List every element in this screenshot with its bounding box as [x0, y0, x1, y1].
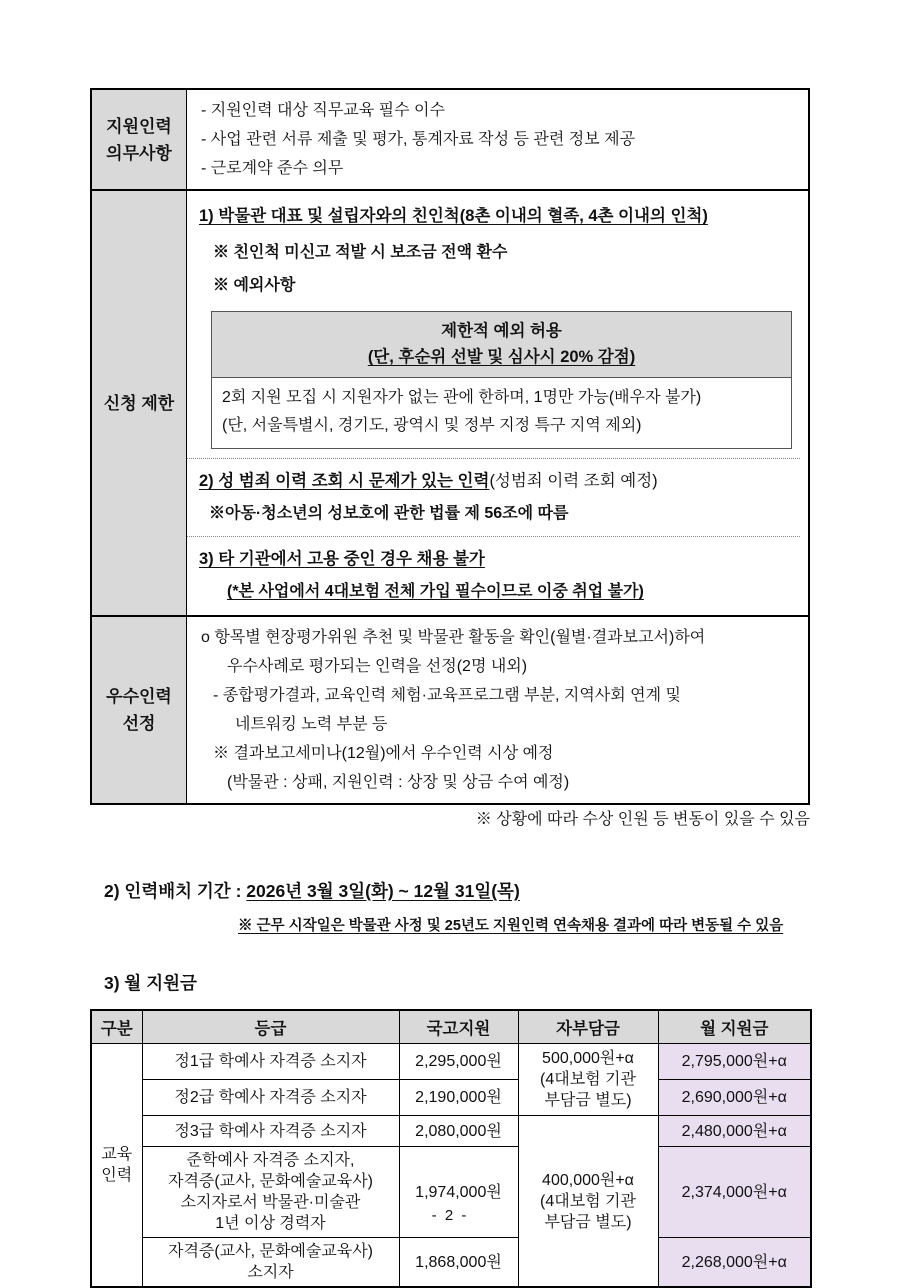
exception-box — [211, 311, 792, 449]
exception-box-body-line: (단, 서울특별시, 경기도, 광역시 및 정부 지정 특구 지역 제외) — [222, 417, 642, 434]
self-pay-cell — [518, 1044, 658, 1116]
col-header-selfpay: 자부담금 — [518, 1010, 658, 1044]
table-row-obligations — [91, 89, 809, 190]
exception-box-body — [212, 378, 791, 448]
row-label-excellent — [91, 616, 187, 804]
obligation-item: - 사업 관련 서류 제출 및 평가, 통계자료 작성 등 관련 정보 제공 — [201, 131, 636, 148]
monthly-support-cell: 2,268,000원+α — [658, 1238, 811, 1288]
col-header-national: 국고지원 — [399, 1010, 518, 1044]
obligation-item: - 근로계약 준수 의무 — [201, 160, 344, 177]
row-label-restrictions — [91, 190, 187, 616]
placement-period-note: ※ 근무 시작일은 박물관 사정 및 25년도 지원인력 연속채용 결과에 따라 변동될 수 있음 — [238, 918, 784, 934]
national-support-cell: 2,190,000원 — [399, 1080, 518, 1116]
table-row — [91, 1116, 811, 1147]
col-header-grade: 등급 — [142, 1010, 399, 1044]
category-line: 인력 — [101, 1167, 133, 1184]
support-table-header-row — [91, 1010, 811, 1044]
monthly-support-cell: 2,795,000원+α — [658, 1044, 811, 1080]
national-support-cell: 2,295,000원 — [399, 1044, 518, 1080]
grade-line: 자격증(교사, 문화예술교육사) — [167, 1173, 374, 1190]
placement-heading-prefix: 2) 인력배치 기간 : — [104, 881, 247, 901]
page-number: - 2 - — [431, 1207, 469, 1224]
grade-line: 소지자 — [247, 1264, 294, 1281]
monthly-support-cell: 2,690,000원+α — [658, 1080, 811, 1116]
excellent-content — [187, 616, 810, 804]
exception-box-subtitle: (단, 후순위 선발 및 심사시 20% 감점) — [367, 348, 636, 366]
grade-cell: 정3급 학예사 자격증 소지자 — [142, 1116, 399, 1147]
restriction-1-heading: 1) 박물관 대표 및 설립자와의 친인척(8촌 이내의 혈족, 4촌 이내의 인척) — [199, 207, 708, 225]
category-line: 교육 — [101, 1146, 133, 1163]
exception-box-title: 제한적 예외 허용 — [441, 322, 562, 340]
post-table-note: ※ 상황에 따라 수상 인원 등 변동이 있을 수 있음 — [475, 811, 810, 828]
obligations-content — [187, 89, 810, 190]
restriction-3-note: (*본 사업에서 4대보험 전체 가입 필수이므로 이중 취업 불가) — [227, 583, 644, 600]
support-table — [90, 1009, 812, 1288]
self-pay-line: 400,000원+α — [542, 1171, 634, 1189]
row-label-line: 신청 제한 — [103, 393, 175, 413]
restriction-2-heading-emphasis: 2) 성 범죄 이력 조회 시 문제가 있는 인력 — [199, 472, 490, 490]
grade-cell — [142, 1238, 399, 1288]
self-pay-cell — [518, 1116, 658, 1288]
exception-box-body-line: 2회 지원 모집 시 지원자가 없는 관에 한하며, 1명만 가능(배우자 불가) — [222, 389, 702, 406]
grade-line: 1년 이상 경력자 — [215, 1215, 326, 1232]
placement-heading-period: 2026년 3월 3일(화) ~ 12월 31일(목) — [246, 881, 520, 901]
self-pay-line: (4대보험 기관 — [540, 1071, 636, 1088]
monthly-support-cell: 2,480,000원+α — [658, 1116, 811, 1147]
excellent-line: o 항목별 현장평가위원 추천 및 박물관 활동을 확인(월별·결과보고서)하여 — [201, 629, 706, 646]
row-label-line: 우수인력 — [106, 687, 172, 706]
self-pay-line: 부담금 별도) — [544, 1092, 632, 1109]
row-label-line: 지원인력 — [106, 116, 172, 136]
dotted-divider — [187, 536, 800, 537]
grade-cell: 정1급 학예사 자격증 소지자 — [142, 1044, 399, 1080]
self-pay-line: (4대보험 기관 — [540, 1192, 636, 1210]
self-pay-line: 부담금 별도) — [544, 1213, 632, 1231]
restriction-3-heading: 3) 타 기관에서 고용 중인 경우 채용 불가 — [199, 550, 485, 568]
obligation-item: - 지원인력 대상 직무교육 필수 이수 — [201, 102, 445, 119]
restriction-2-heading — [187, 468, 800, 494]
grade-line: 자격증(교사, 문화예술교육사) — [167, 1243, 374, 1260]
restriction-2-note: ※아동·청소년의 성보호에 관한 법률 제 56조에 따름 — [209, 505, 569, 522]
excellent-line: 네트워킹 노력 부분 등 — [235, 716, 388, 733]
excellent-line: ※ 결과보고세미나(12월)에서 우수인력 시상 예정 — [213, 745, 554, 762]
col-header-monthly: 월 지원금 — [658, 1010, 811, 1044]
row-label-line: 선정 — [122, 714, 156, 733]
excellent-line: - 종합평가결과, 교육인력 체험·교육프로그램 부분, 지역사회 연계 및 — [213, 687, 681, 704]
table-row — [91, 1238, 811, 1288]
excellent-line: 우수사례로 평가되는 인력을 선정(2명 내외) — [227, 658, 528, 675]
national-support-cell: 1,868,000원 — [399, 1238, 518, 1288]
table-row — [91, 1044, 811, 1080]
restriction-1-note-2: ※ 예외사항 — [213, 277, 296, 294]
restriction-1-note-1: ※ 친인척 미신고 적발 시 보조금 전액 환수 — [213, 244, 508, 261]
national-support-cell: 2,080,000원 — [399, 1116, 518, 1147]
grade-line: 소지자로서 박물관·미술관 — [180, 1194, 361, 1211]
monthly-support-heading: 3) 월 지원금 — [104, 973, 197, 993]
table-row-restrictions — [91, 190, 809, 616]
info-table — [90, 88, 810, 805]
exception-box-header — [212, 312, 791, 378]
restrictions-content — [187, 190, 810, 616]
row-label-line: 의무사항 — [106, 143, 172, 163]
placement-period-heading — [90, 878, 810, 904]
national-support-cell: 1,974,000원 — [399, 1147, 518, 1238]
excellent-line: (박물관 : 상패, 지원인력 : 상장 및 상금 수여 예정) — [227, 774, 570, 791]
col-header-category: 구분 — [91, 1010, 142, 1044]
grade-cell: 정2급 학예사 자격증 소지자 — [142, 1080, 399, 1116]
row-label-obligations — [91, 89, 187, 190]
table-row-excellent — [91, 616, 809, 804]
table-row — [91, 1080, 811, 1116]
dotted-divider — [187, 458, 800, 459]
monthly-support-cell: 2,374,000원+α — [658, 1147, 811, 1238]
restriction-2-heading-rest: (성범죄 이력 조회 예정) — [489, 472, 658, 490]
self-pay-line: 500,000원+α — [542, 1050, 634, 1067]
grade-line: 준학예사 자격증 소지자, — [186, 1152, 355, 1169]
category-cell — [91, 1044, 142, 1288]
document-body — [90, 88, 810, 1288]
